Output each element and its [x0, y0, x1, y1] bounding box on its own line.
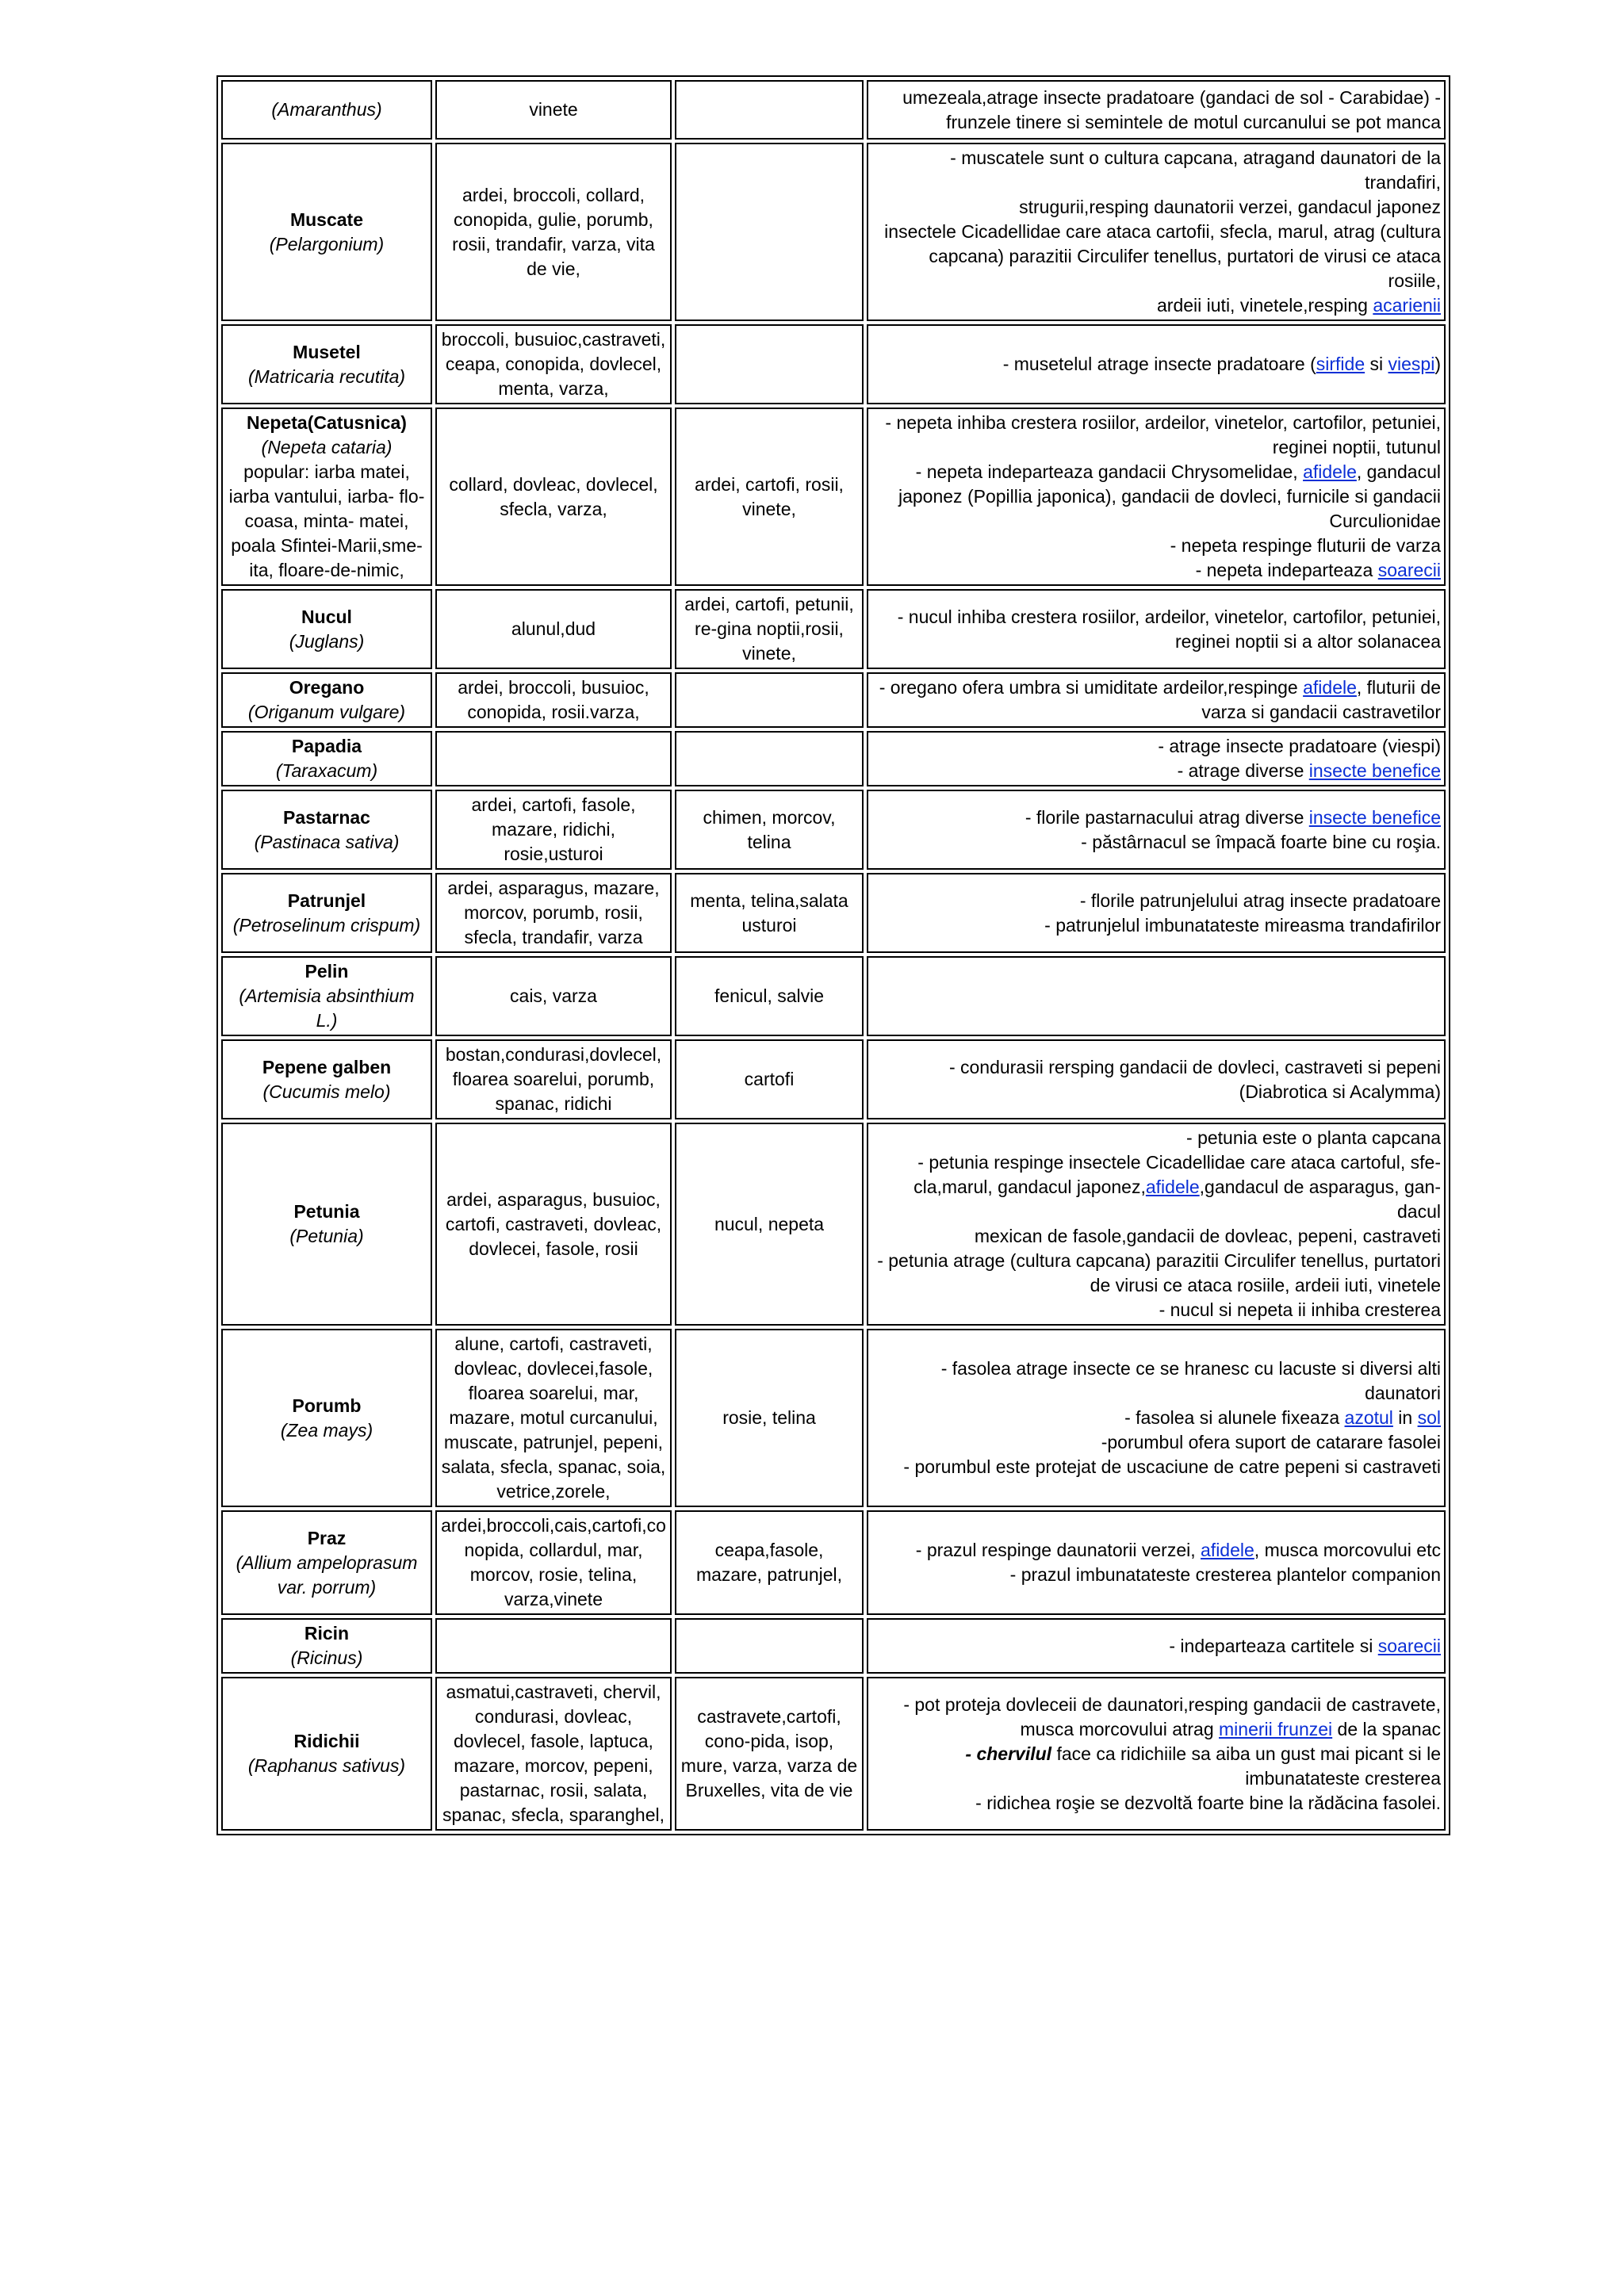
plant-name: Patrunjel: [287, 890, 366, 911]
note-line: strugurii,resping daunatorii verzei, gandacul japonez: [1019, 197, 1441, 217]
good-companions-cell: alunul,dud: [435, 589, 672, 669]
notes-cell: [867, 80, 1446, 140]
plant-name: Pastarnac: [283, 806, 370, 828]
note-line: - păstârnacul se împacă foarte bine cu roşia.: [1081, 831, 1441, 852]
note-line: de virusi ce ataca rosiile, ardeii iuti, vinetele: [1090, 1275, 1441, 1295]
good-companions-cell: ardei, asparagus, mazare, morcov, porumb, rosii, sfecla, trandafir, varza: [435, 873, 672, 953]
note-line: reginei noptii si a altor solanacea: [1175, 630, 1441, 652]
latin-name: (Pastinaca sativa): [254, 831, 400, 852]
plant-cell: [221, 1329, 432, 1507]
table-row: [221, 790, 1446, 870]
note-line: - pot proteja dovleceii de daunatori,resping gandacii de castravete,: [903, 1693, 1441, 1715]
good-companions-cell: alune, cartofi, castraveti, dovleac, dovlecei,fasole, floarea soarelui, mar, mazare, motul curcanului, muscate, patrunjel, pepeni, salata, sfecla, spanac, soia, vetrice,zorele,: [435, 1329, 672, 1507]
note-link[interactable]: sol: [1417, 1407, 1441, 1428]
table-row: [221, 408, 1446, 586]
note-line: - florile pastarnacului atrag diverse insecte benefice: [1025, 806, 1441, 828]
bad-companions-cell: chimen, morcov, telina: [675, 790, 864, 870]
latin-name: (Juglans): [289, 630, 365, 652]
note-line: - patrunjelul imbunatateste mireasma trandafirilor: [1044, 914, 1441, 936]
table-row: [221, 1618, 1446, 1674]
note-line: - florile patrunjelului atrag insecte pradatoare: [1079, 890, 1441, 911]
plant-cell: [221, 1618, 432, 1674]
good-companions-cell: ardei, asparagus, busuioc, cartofi, castraveti, dovleac, dovlecei, fasole, rosii: [435, 1123, 672, 1326]
notes-cell: [867, 1510, 1446, 1615]
popular-names: popular: iarba matei, iarba vantului, iarba- flo-coasa, minta- matei, poala Sfintei-Marii,sme-ita, floare-de-nimic,: [228, 461, 425, 580]
note-link[interactable]: acarienii: [1373, 295, 1441, 316]
note-link[interactable]: azotul: [1344, 1407, 1393, 1428]
note-line: reginei noptii, tutunul: [1272, 437, 1441, 457]
bad-companions-cell: [675, 672, 864, 728]
note-line: - petunia atrage (cultura capcana) parazitii Circulifer tenellus, purtatori: [877, 1250, 1441, 1271]
bad-companions-cell: ardei, cartofi, rosii, vinete,: [675, 408, 864, 586]
note-line: imbunatateste cresterea: [1245, 1767, 1441, 1789]
plant-cell: [221, 589, 432, 669]
note-line: daunatori: [1365, 1383, 1441, 1403]
latin-name: (Cucumis melo): [262, 1081, 391, 1102]
latin-name: (Taraxacum): [275, 760, 378, 781]
note-line: - petunia este o planta capcana: [1186, 1127, 1441, 1148]
good-companions-cell: cais, varza: [435, 956, 672, 1036]
plant-name: Porumb: [292, 1395, 362, 1416]
bad-companions-cell: [675, 80, 864, 140]
table-row: [221, 143, 1446, 321]
plant-name: Praz: [307, 1527, 347, 1548]
note-link[interactable]: sirfide: [1316, 354, 1365, 374]
good-companions-cell: bostan,condurasi,dovlecel, floarea soarelui, porumb, spanac, ridichi: [435, 1039, 672, 1119]
latin-name: (Petunia): [289, 1226, 364, 1246]
note-emphasis: - chervilul: [965, 1743, 1052, 1764]
table-row: [221, 873, 1446, 953]
plant-cell: [221, 1123, 432, 1326]
note-line: - atrage insecte pradatoare (viespi): [1158, 736, 1441, 756]
note-line: mexican de fasole,gandacii de dovleac, pepeni, castraveti: [974, 1226, 1441, 1246]
table-row: [221, 1039, 1446, 1119]
note-line: - indeparteaza cartitele si soarecii: [1169, 1635, 1441, 1656]
note-line: capcana) parazitii Circulifer tenellus, purtatori de virusi ce ataca rosiile,: [929, 246, 1441, 291]
note-line: musca morcovului atrag minerii frunzei de la spanac: [1020, 1718, 1441, 1739]
latin-name: (Raphanus sativus): [247, 1755, 406, 1776]
bad-companions-cell: nucul, nepeta: [675, 1123, 864, 1326]
note-line: - porumbul este protejat de uscaciune de catre pepeni si castraveti: [903, 1456, 1441, 1477]
notes-cell: [867, 1123, 1446, 1326]
table-row: [221, 589, 1446, 669]
bad-companions-cell: fenicul, salvie: [675, 956, 864, 1036]
notes-cell: [867, 1329, 1446, 1507]
plant-name: Ricin: [304, 1623, 350, 1644]
good-companions-cell: ardei,broccoli,cais,cartofi,co nopida, collardul, mar, morcov, rosie, telina, varza,vinete: [435, 1510, 672, 1615]
note-line: - atrage diverse insecte benefice: [1177, 760, 1441, 781]
notes-cell: [867, 873, 1446, 953]
bad-companions-cell: castravete,cartofi, cono-pida, isop, mure, varza, varza de Bruxelles, vita de vie: [675, 1677, 864, 1831]
note-line: -porumbul ofera suport de catarare fasolei: [1101, 1432, 1441, 1452]
notes-cell: [867, 731, 1446, 786]
table-row: [221, 1123, 1446, 1326]
note-link[interactable]: minerii frunzei: [1219, 1718, 1333, 1739]
good-companions-cell: [435, 1618, 672, 1674]
note-line: cla,marul, gandacul japonez,afidele,gandacul de asparagus, gan-dacul: [914, 1177, 1441, 1222]
plant-cell: [221, 324, 432, 404]
plant-name: Nepeta(Catusnica): [247, 412, 407, 433]
latin-name: (Zea mays): [280, 1419, 373, 1441]
note-line: (Diabrotica si Acalymma): [1239, 1081, 1441, 1102]
companion-planting-table: [216, 75, 1450, 1835]
note-line: varza si gandacii castravetilor: [1201, 702, 1441, 722]
note-line: japonez (Popillia japonica), gandacii de dovleci, furnicile si gandacii: [898, 486, 1441, 507]
plant-name: Pelin: [304, 961, 349, 982]
plant-cell: [221, 956, 432, 1036]
plant-cell: [221, 1039, 432, 1119]
bad-companions-cell: ardei, cartofi, petunii, re-gina noptii,rosii, vinete,: [675, 589, 864, 669]
bad-companions-cell: [675, 143, 864, 321]
table-row: [221, 324, 1446, 404]
note-link[interactable]: soarecii: [1377, 1635, 1441, 1656]
note-line: - musetelul atrage insecte pradatoare (sirfide si viespi): [1002, 354, 1441, 374]
note-line: - condurasii rersping gandacii de dovleci, castraveti si pepeni: [948, 1056, 1441, 1077]
plant-cell: [221, 1510, 432, 1615]
notes-cell: [867, 1039, 1446, 1119]
note-line: umezeala,atrage insecte pradatoare (gandaci de sol - Carabidae) -: [902, 86, 1441, 108]
note-line: - oregano ofera umbra si umiditate ardeilor,respinge afidele, fluturii de: [879, 677, 1441, 698]
note-link[interactable]: soarecii: [1377, 560, 1441, 580]
good-companions-cell: asmatui,castraveti, chervil, condurasi, dovleac, dovlecel, fasole, laptuca, mazare, morcov, pepeni, pastarnac, rosii, salata, spanac, sfecla, sparanghel,: [435, 1677, 672, 1831]
note-line: - muscatele sunt o cultura capcana, atragand daunatori de la trandafiri,: [950, 147, 1441, 193]
bad-companions-cell: [675, 324, 864, 404]
bad-companions-cell: menta, telina,salata usturoi: [675, 873, 864, 953]
latin-name: (Origanum vulgare): [247, 702, 406, 722]
bad-companions-cell: [675, 1618, 864, 1674]
good-companions-cell: broccoli, busuioc,castraveti, ceapa, conopida, dovlecel, menta, varza,: [435, 324, 672, 404]
notes-cell: [867, 143, 1446, 321]
note-line: - prazul respinge daunatorii verzei, afidele, musca morcovului etc: [915, 1540, 1441, 1560]
note-link[interactable]: afidele: [1201, 1540, 1254, 1560]
note-line: - nepeta indeparteaza soarecii: [1195, 560, 1441, 580]
table-row: [221, 1510, 1446, 1615]
notes-cell: [867, 589, 1446, 669]
plant-cell: [221, 873, 432, 953]
note-line: - ridichea roşie se dezvoltă foarte bine la rădăcina fasolei.: [975, 1792, 1441, 1813]
plant-cell: [221, 1677, 432, 1831]
plant-name: Oregano: [289, 677, 365, 698]
notes-cell: [867, 408, 1446, 586]
plant-cell: [221, 408, 432, 586]
plant-cell: [221, 790, 432, 870]
good-companions-cell: collard, dovleac, dovlecel, sfecla, varza,: [435, 408, 672, 586]
good-companions-cell: ardei, broccoli, busuioc, conopida, rosii.varza,: [435, 672, 672, 728]
good-companions-cell: ardei, cartofi, fasole, mazare, ridichi, rosie,usturoi: [435, 790, 672, 870]
notes-cell: [867, 324, 1446, 404]
note-link[interactable]: afidele: [1145, 1177, 1200, 1197]
note-line: - nepeta respinge fluturii de varza: [1170, 535, 1441, 556]
note-line: insectele Cicadellidae care ataca cartofii, sfecla, marul, atrag (cultura: [884, 221, 1441, 242]
plant-cell: [221, 80, 432, 140]
table-row: [221, 956, 1446, 1036]
note-line: - nepeta inhiba crestera rosiilor, ardeilor, vinetelor, cartofilor, petuniei,: [885, 412, 1441, 433]
note-line: - petunia respinge insectele Cicadellidae care ataca cartoful, sfe-: [917, 1152, 1441, 1173]
notes-cell: [867, 672, 1446, 728]
note-link[interactable]: insecte benefice: [1308, 760, 1441, 781]
latin-name: (Allium ampeloprasum var. porrum): [236, 1552, 418, 1598]
note-line: - fasolea si alunele fixeaza azotul in sol: [1124, 1407, 1441, 1428]
bad-companions-cell: [675, 731, 864, 786]
table-row: [221, 731, 1446, 786]
note-line: - nucul inhiba crestera rosiilor, ardeilor, vinetelor, cartofilor, petuniei,: [897, 606, 1441, 627]
note-link[interactable]: viespi: [1388, 354, 1435, 374]
plant-cell: [221, 143, 432, 321]
notes-cell: [867, 956, 1446, 1036]
plant-name: Pepene galben: [262, 1056, 392, 1077]
latin-name: (Matricaria recutita): [247, 365, 406, 387]
good-companions-cell: vinete: [435, 80, 672, 140]
note-line: - fasolea atrage insecte ce se hranesc cu lacuste si diversi alti: [940, 1358, 1441, 1379]
bad-companions-cell: rosie, telina: [675, 1329, 864, 1507]
note-line: - chervilul face ca ridichiile sa aiba un gust mai picant si le: [965, 1743, 1441, 1764]
note-link[interactable]: afidele: [1303, 461, 1357, 482]
note-line: - nucul si nepeta ii inhiba cresterea: [1159, 1299, 1441, 1320]
plant-cell: [221, 731, 432, 786]
note-line: frunzele tinere si semintele de motul curcanului se pot manca: [946, 111, 1441, 132]
notes-cell: [867, 1677, 1446, 1831]
latin-name: (Petroselinum crispum): [232, 914, 421, 936]
note-link[interactable]: insecte benefice: [1308, 806, 1441, 828]
note-line: - prazul imbunatateste cresterea plantelor companion: [1009, 1564, 1441, 1585]
plant-name: Nucul: [301, 606, 352, 627]
plant-name: Ridichii: [293, 1731, 360, 1751]
notes-cell: [867, 790, 1446, 870]
table-row: [221, 672, 1446, 728]
note-line: Curculionidae: [1329, 511, 1441, 531]
plant-name: Muscate: [289, 209, 364, 230]
table-row: [221, 1677, 1446, 1831]
table-row: [221, 80, 1446, 140]
bad-companions-cell: ceapa,fasole, mazare, patrunjel,: [675, 1510, 864, 1615]
good-companions-cell: [435, 731, 672, 786]
plant-name: Papadia: [291, 736, 362, 756]
plant-cell: [221, 672, 432, 728]
latin-name: (Ricinus): [290, 1647, 363, 1668]
table-row: [221, 1329, 1446, 1507]
latin-name: (Nepeta cataria): [261, 437, 393, 457]
bad-companions-cell: cartofi: [675, 1039, 864, 1119]
table-body: [221, 80, 1446, 1831]
latin-name: (Artemisia absinthium L.): [239, 985, 415, 1031]
notes-cell: [867, 1618, 1446, 1674]
good-companions-cell: ardei, broccoli, collard, conopida, gulie, porumb, rosii, trandafir, varza, vita de vie,: [435, 143, 672, 321]
note-link[interactable]: afidele: [1303, 677, 1357, 698]
note-line: - nepeta indeparteaza gandacii Chrysomelidae, afidele, gandacul: [915, 461, 1441, 482]
latin-name: (Pelargonium): [269, 233, 385, 254]
latin-name: (Amaranthus): [271, 99, 382, 120]
plant-name: Musetel: [293, 341, 361, 362]
plant-name: Petunia: [293, 1201, 360, 1222]
note-line: ardeii iuti, vinetele,resping acarienii: [1157, 295, 1441, 316]
